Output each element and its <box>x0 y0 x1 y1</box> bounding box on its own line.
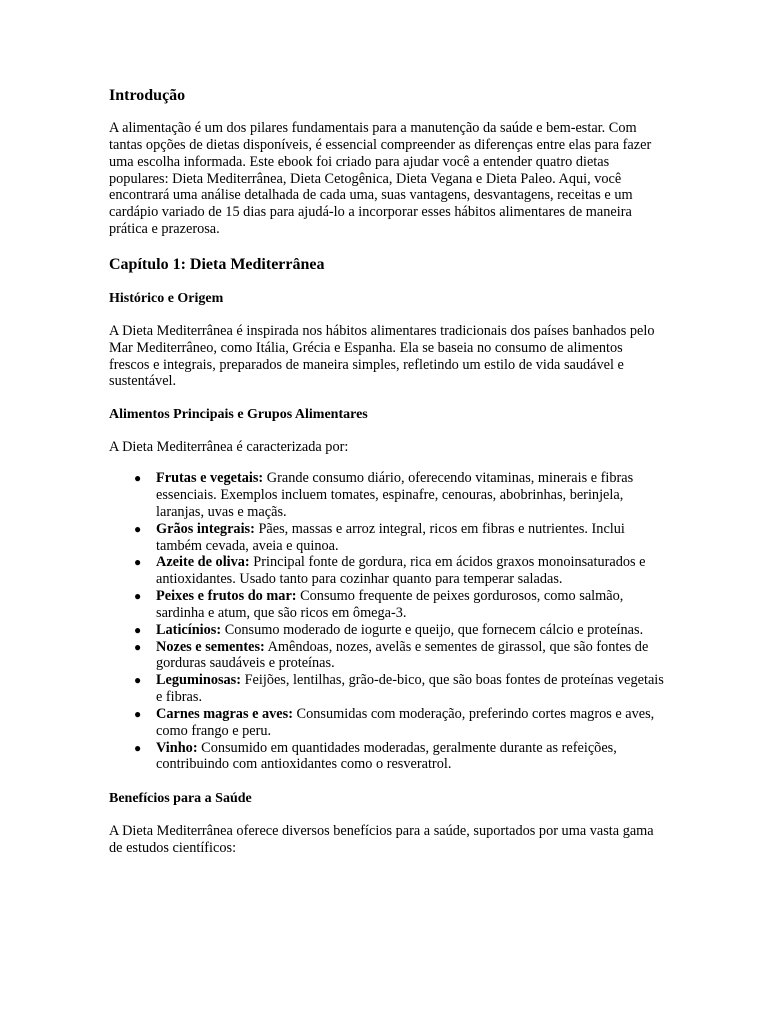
bullet-icon: ● <box>134 589 142 604</box>
chapter-1-heading: Capítulo 1: Dieta Mediterrânea <box>109 255 325 273</box>
intro-paragraph: A alimentação é um dos pilares fundamentais para a manutenção da saúde e bem-estar. Com tantas opções de dietas disponíveis, é essencial compreender as diferenças entre elas para fazer uma escolha informada. Este ebook foi criado para ajudar você a entender quatro dietas populares: Dieta Mediterrânea, Dieta Cetogênica, Dieta Vegana e Dieta Paleo. Aqui, você encontrará uma análise detalhada de cada uma, suas vantagens, desvantagens, receitas e um cardápio variado de 15 dias para ajudá-lo a incorporar esses hábitos alimentares de maneira prática e prazerosa. <box>109 120 652 238</box>
list-item-text: Consumo frequente de peixes gordurosos, como salmão, sardinha e atum, que são ricos em ômega-3. <box>156 588 624 621</box>
bullet-icon: ● <box>134 622 142 637</box>
list-item <box>109 740 664 774</box>
bullet-icon: ● <box>134 706 142 721</box>
list-item-text: Grande consumo diário, oferecendo vitaminas, minerais e fibras essenciais. Exemplos incluem tomates, espinafre, cenouras, abobrinhas, berinjela, laranjas, uvas e maçãs. <box>156 470 634 520</box>
benefits-paragraph: A Dieta Mediterrânea oferece diversos benefícios para a saúde, suportados por uma vasta gama de estudos científicos: <box>109 823 654 857</box>
bullet-icon: ● <box>134 639 142 654</box>
list-item-term: Nozes e sementes: <box>156 638 265 655</box>
bullet-icon: ● <box>134 673 142 688</box>
foods-heading: Alimentos Principais e Grupos Alimentares <box>109 407 368 423</box>
history-heading: Histórico e Origem <box>109 290 224 306</box>
list-item-term: Peixes e frutos do mar: <box>156 588 297 605</box>
list-item-text: Amêndoas, nozes, avelãs e sementes de girassol, que são fontes de gorduras saudáveis e proteínas. <box>156 638 649 672</box>
list-item-term: Leguminosas: <box>156 672 241 689</box>
food-list <box>109 470 664 773</box>
list-item-term: Vinho: <box>156 739 198 756</box>
benefits-heading: Benefícios para a Saúde <box>109 791 252 807</box>
list-item-text: Consumido em quantidades moderadas, geralmente durante as refeições, contribuindo com antioxidantes como o resveratrol. <box>156 739 617 773</box>
foods-intro: A Dieta Mediterrânea é caracterizada por: <box>109 439 349 456</box>
list-item <box>109 622 664 639</box>
list-item <box>109 706 664 740</box>
bullet-icon: ● <box>134 555 142 570</box>
bullet-icon: ● <box>134 740 142 755</box>
list-item-term: Azeite de oliva: <box>156 554 250 571</box>
list-item <box>109 639 664 673</box>
list-item <box>109 470 664 521</box>
list-item-term: Grãos integrais: <box>156 520 255 537</box>
list-item <box>109 588 664 622</box>
list-item <box>109 521 664 555</box>
list-item <box>109 554 664 588</box>
bullet-icon: ● <box>134 521 142 536</box>
list-item-text: Pães, massas e arroz integral, ricos em fibras e nutrientes. Inclui também cevada, aveia e quinoa. <box>156 520 625 554</box>
bullet-icon: ● <box>134 471 142 486</box>
list-item-term: Carnes magras e aves: <box>156 705 293 722</box>
list-item-text: Consumo moderado de iogurte e queijo, que fornecem cálcio e proteínas. <box>221 621 644 638</box>
list-item-text: Consumidas com moderação, preferindo cortes magros e aves, como frango e peru. <box>156 705 655 739</box>
list-item-term: Laticínios: <box>156 621 222 638</box>
list-item-term: Frutas e vegetais: <box>156 470 264 487</box>
intro-heading: Introdução <box>109 87 186 104</box>
history-paragraph: A Dieta Mediterrânea é inspirada nos hábitos alimentares tradicionais dos países banhados pelo Mar Mediterrâneo, como Itália, Grécia e Espanha. Ela se baseia no consumo de alimentos frescos e integrais, preparados de maneira simples, refletindo um estilo de vida saudável e sustentável. <box>109 322 655 390</box>
list-item-text: Principal fonte de gordura, rica em ácidos graxos monoinsaturados e antioxidantes. Usado tanto para cozinhar quanto para temperar saladas. <box>156 554 646 588</box>
list-item <box>109 672 664 706</box>
document-content <box>109 86 664 857</box>
list-item-text: Feijões, lentilhas, grão-de-bico, que são boas fontes de proteínas vegetais e fibras. <box>156 672 664 706</box>
